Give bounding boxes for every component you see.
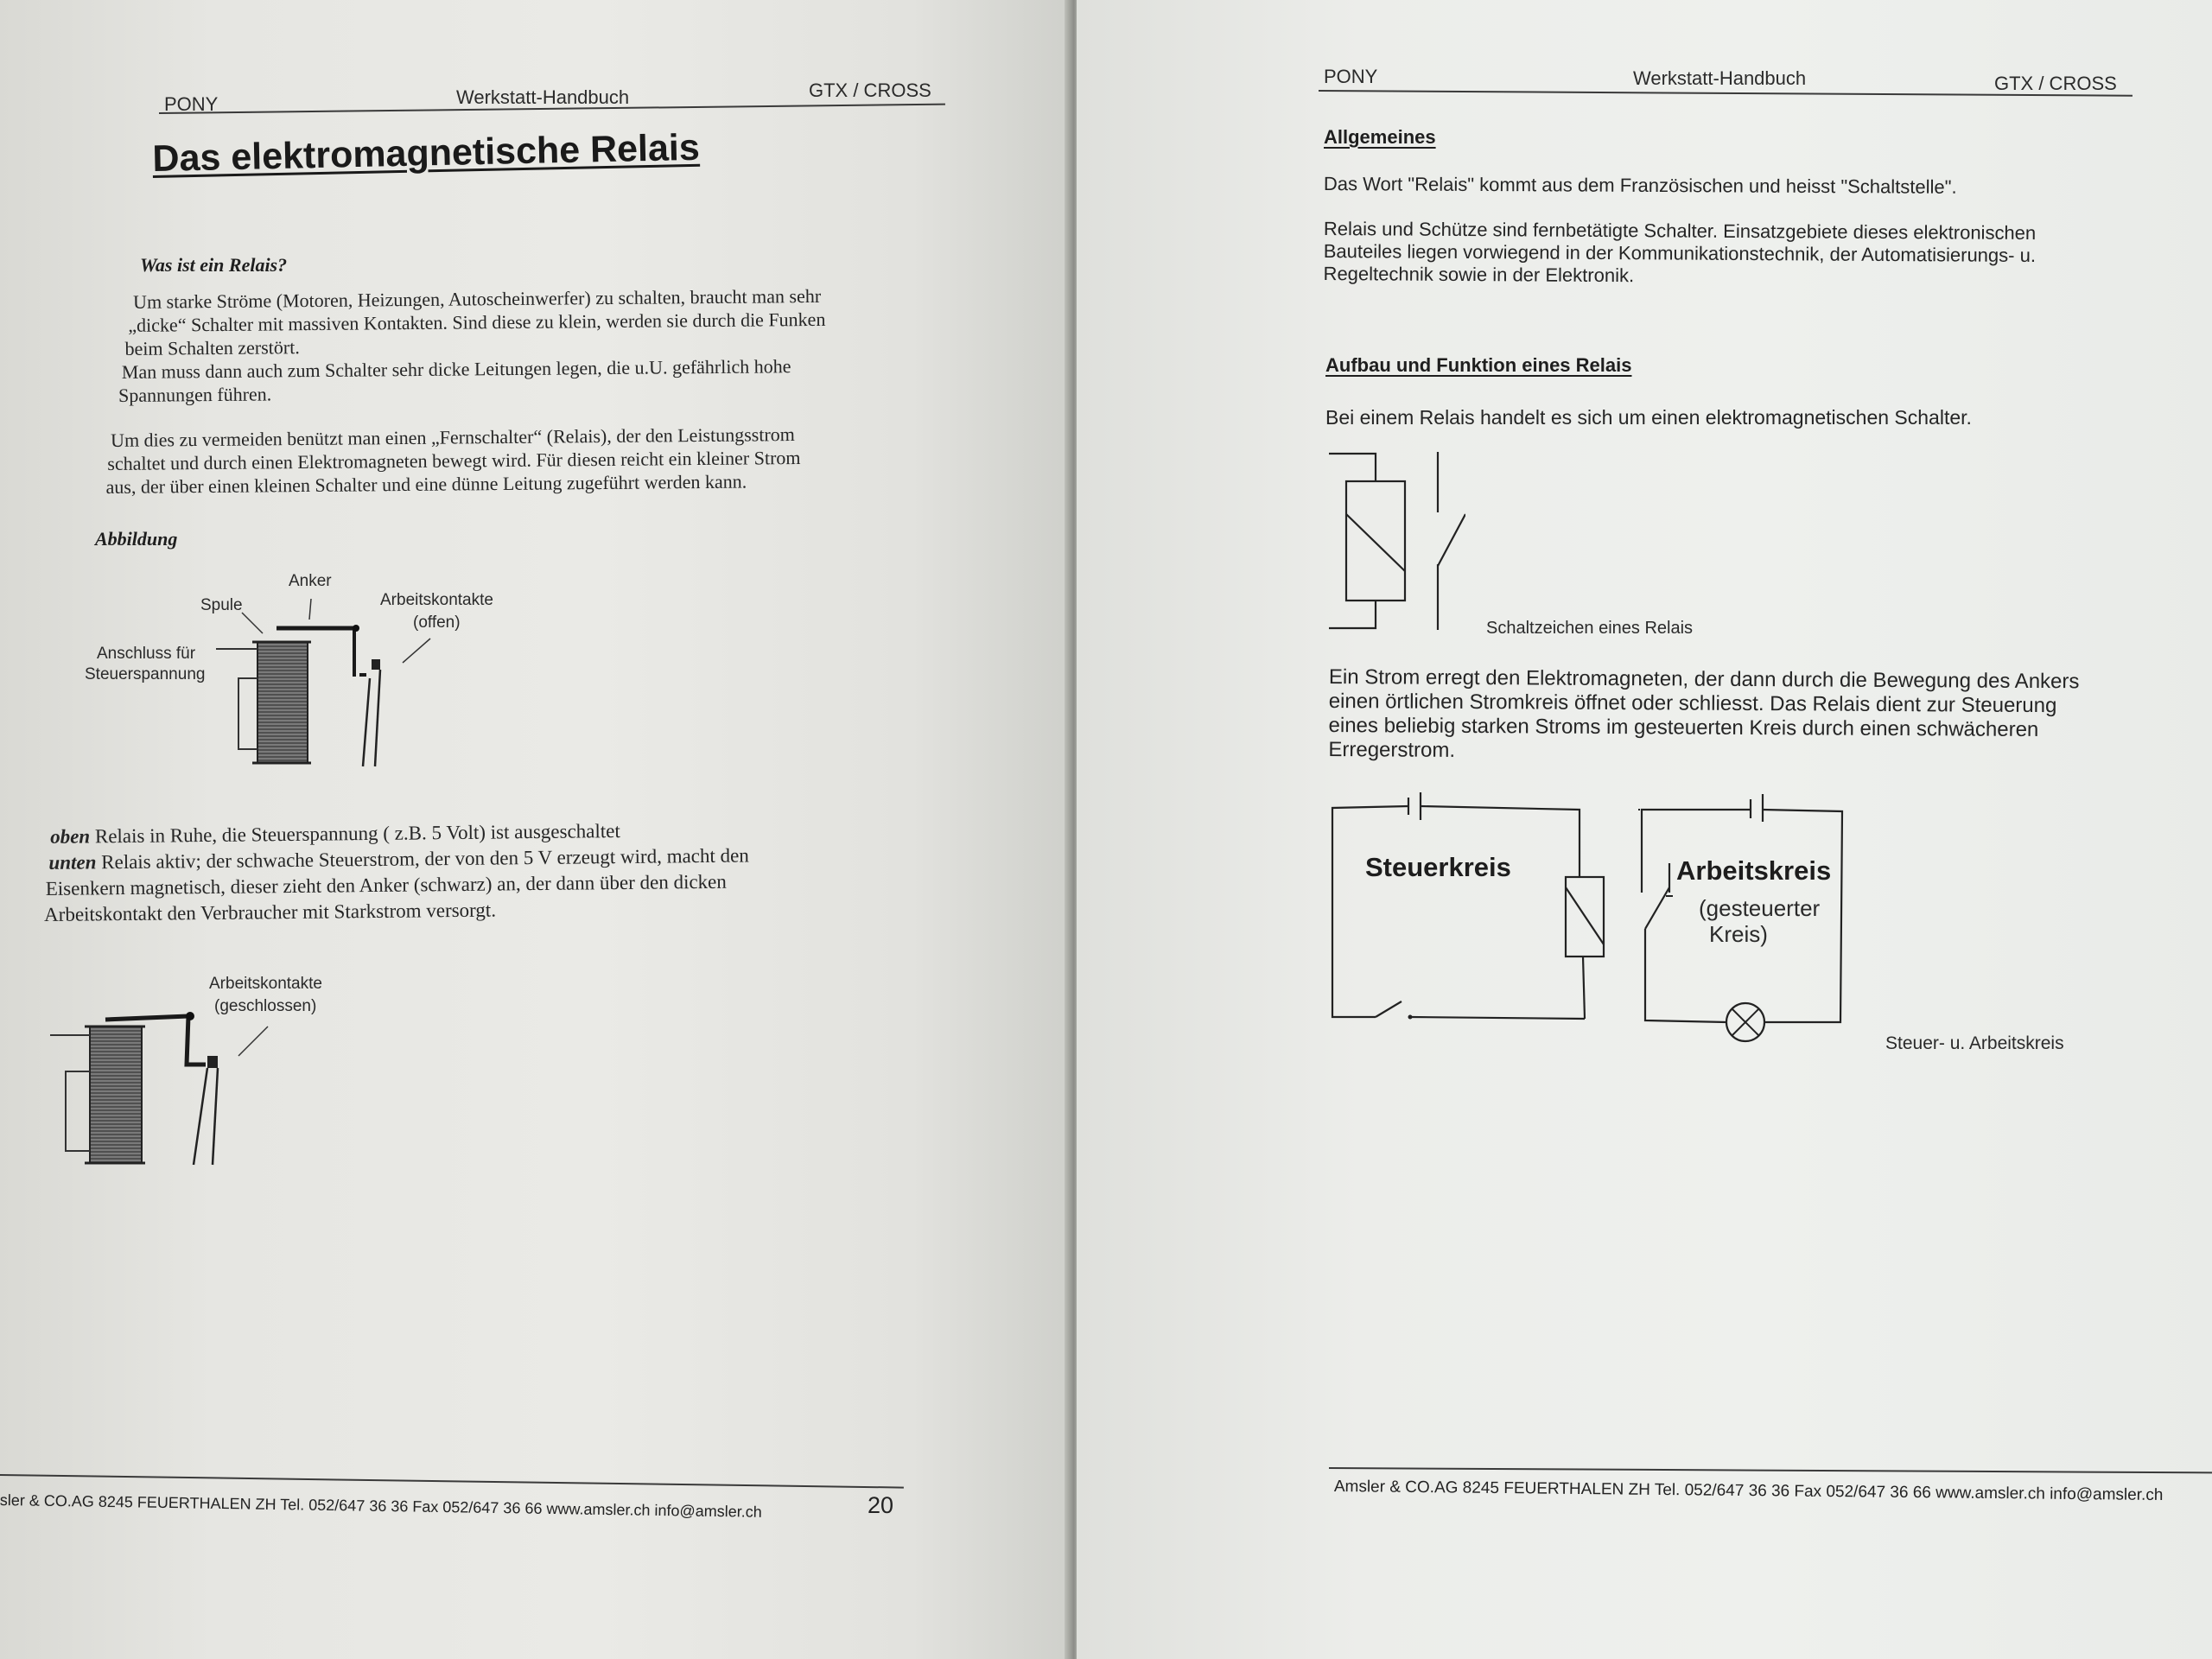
aufbau-intro: Bei einem Relais handelt es sich um einen elektromagnetischen Schalter. — [1325, 406, 1972, 429]
paragraph-line: Relais und Schütze sind fernbetätigte Schalter. Einsatzgebiete dieses elektronischen — [1323, 218, 2037, 245]
allgemeines-intro: Das Wort "Relais" kommt aus dem Französischen und heisst "Schaltstelle". — [1323, 173, 1957, 198]
paragraph-line: Um dies zu vermeiden benützt man einen „Fernschalter“ (Relais), der den Leistungsstrom — [111, 423, 795, 451]
steuerkreis-loop — [1332, 792, 1640, 1020]
page-title: Das elektromagnetische Relais — [152, 126, 701, 180]
work-switch — [1645, 887, 1669, 929]
heading-aufbau: Aufbau und Funktion eines Relais — [1325, 354, 1632, 376]
symbol-caption: Schaltzeichen eines Relais — [1486, 619, 1694, 638]
relay-symbol — [1327, 445, 1465, 635]
paragraph-line: Erregerstrom. — [1328, 737, 1456, 762]
label-arbeitskreis: Arbeitskreis — [1676, 855, 1832, 886]
intro-line: „dicke“ Schalter mit massiven Kontakten. Sind diese zu klein, werden sie durch die Funken — [128, 308, 826, 336]
relay-coil — [252, 642, 311, 763]
label-gesteuerter: (gesteuerter — [1699, 895, 1821, 921]
aufbau-paragraph — [1328, 665, 2079, 766]
label-spule: Spule — [200, 596, 243, 614]
label-arbeitskontakte-closed: Arbeitskontakte — [209, 975, 322, 993]
allgemeines-paragraph — [1324, 218, 2037, 289]
intro-line: beim Schalten zerstört. — [124, 336, 300, 359]
label-geschlossen: (geschlossen) — [214, 997, 317, 1015]
work-contacts-closed — [194, 1056, 218, 1165]
control-wire — [66, 1071, 90, 1151]
right-header-title: Werkstatt-Handbuch — [1633, 67, 1807, 89]
leader-line — [403, 639, 430, 663]
left-header-model: GTX / CROSS — [809, 79, 931, 101]
intro-line: Um starke Ströme (Motoren, Heizungen, Autoscheinwerfer) zu schalten, braucht man sehr — [133, 284, 822, 313]
intro-line: Spannungen führen. — [118, 383, 272, 406]
section-question: Was ist ein Relais? — [140, 254, 288, 276]
right-page — [1077, 0, 2212, 1659]
paragraph-line: einen örtlichen Stromkreis öffnet oder schliesst. Das Relais dient zur Steuerung — [1328, 689, 2057, 718]
left-footer: sler & CO.AG 8245 FEUERTHALEN ZH Tel. 052/647 36 36 Fax 052/647 36 66 www.amsler.ch info@amsler.ch — [0, 1491, 762, 1521]
label-steuerkreis: Steuerkreis — [1365, 852, 1511, 882]
left-page — [0, 0, 1071, 1659]
leader-line — [309, 599, 311, 620]
paragraph-line: Ein Strom erregt den Elektromagneten, der dann durch die Bewegung des Ankers — [1328, 665, 2080, 694]
intro-line: Man muss dann auch zum Schalter sehr dicke Leitungen legen, die u.U. gefährlich hohe — [121, 355, 791, 383]
left-footer-rule — [0, 1474, 904, 1489]
intro-paragraph — [118, 284, 826, 407]
state-text: Arbeitskontakt den Verbraucher mit Starkstrom versorgt. — [43, 899, 497, 925]
right-footer: Amsler & CO.AG 8245 FEUERTHALEN ZH Tel. 052/647 36 36 Fax 052/647 36 66 www.amsler.ch info@amsler.ch — [1333, 1478, 2164, 1505]
label-steuerspannung: Steuerspannung — [85, 665, 206, 683]
leader-line — [242, 613, 263, 633]
state-text: Eisenkern magnetisch, dieser zieht den Anker (schwarz) an, der dann über den dicken — [45, 870, 727, 899]
right-header-model: GTX / CROSS — [1994, 73, 2117, 94]
second-paragraph — [105, 423, 801, 499]
paragraph-line: Regeltechnik sowie in der Elektronik. — [1323, 262, 1635, 287]
page-number: 20 — [868, 1492, 894, 1518]
leader-line — [238, 1027, 268, 1056]
left-header-brand: PONY — [164, 93, 219, 115]
paragraph-line: aus, der über einen kleinen Schalter und eine dünne Leitung zugeführt werden kann. — [105, 470, 747, 498]
right-header-brand: PONY — [1324, 66, 1378, 87]
heading-allgemeines: Allgemeines — [1324, 126, 1436, 148]
paragraph-line: eines beliebig starken Stroms im gesteuerten Kreis durch einen schwächeren — [1328, 713, 2039, 742]
label-arbeitskontakte: Arbeitskontakte — [380, 591, 493, 609]
label-anschluss: Anschluss für — [97, 645, 196, 663]
circuit-caption: Steuer- u. Arbeitskreis — [1885, 1033, 2064, 1053]
work-contacts-open — [359, 659, 380, 766]
relay-coil — [85, 1027, 145, 1163]
figure-label: Abbildung — [95, 528, 178, 550]
state-lead: unten — [48, 851, 97, 874]
left-header-title: Werkstatt-Handbuch — [456, 86, 630, 108]
paragraph-line: schaltet und durch einen Elektromagneten bewegt wird. Für diesen reicht ein kleiner Strom — [107, 446, 801, 474]
label-kreis: Kreis) — [1709, 921, 1768, 947]
state-text: Relais in Ruhe, die Steuerspannung ( z.B. 5 Volt) ist ausgeschaltet — [90, 820, 620, 848]
paragraph-line: Bauteiles liegen vorwiegend in der Kommunikationstechnik, der Automatisierungs- u. — [1323, 239, 2037, 267]
label-offen: (offen) — [413, 613, 461, 632]
state-lead: oben — [50, 825, 91, 848]
control-switch — [1376, 1001, 1402, 1017]
lamp-icon — [1726, 1003, 1764, 1041]
right-footer-rule — [1329, 1467, 2212, 1473]
control-wire — [238, 678, 257, 749]
label-anker: Anker — [289, 572, 332, 590]
state-text: Relais aktiv; der schwache Steuerstrom, der von den 5 V erzeugt wird, macht den — [96, 844, 749, 874]
state-description — [43, 817, 750, 928]
